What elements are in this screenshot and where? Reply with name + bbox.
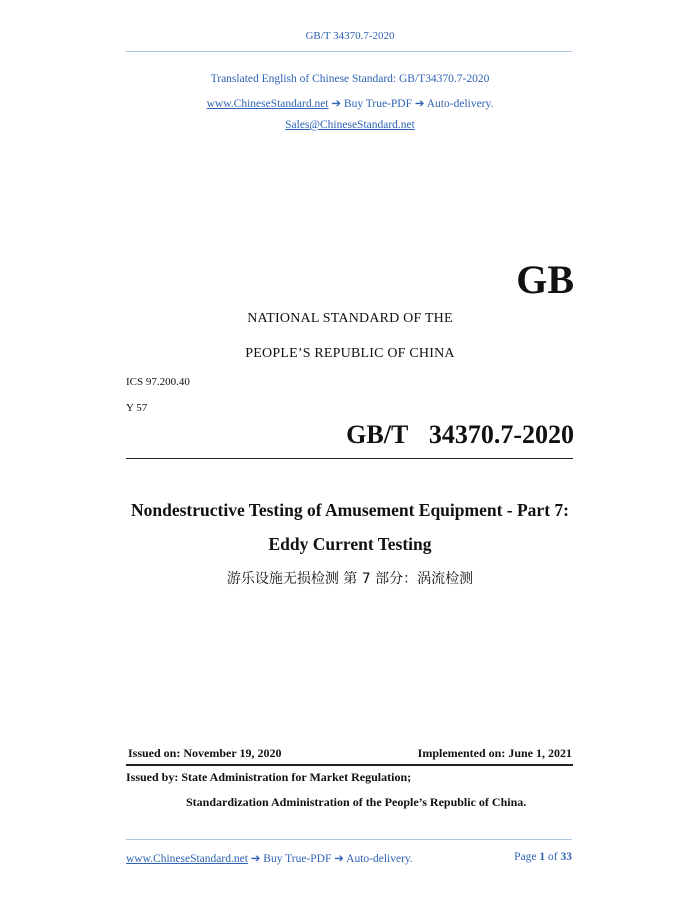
auto-delivery-text: Auto-delivery.: [426, 98, 494, 110]
arrow-icon: ➔: [250, 853, 261, 865]
code-underline: [126, 458, 573, 459]
footer-divider: [126, 839, 572, 840]
page-indicator: [514, 851, 572, 863]
issuer-line1: Issued by: State Administration for Market Regulation;: [126, 770, 412, 784]
arrow-icon: ➔: [334, 853, 344, 865]
header-divider: [126, 51, 572, 52]
email-link[interactable]: Sales@ChineseStandard.net: [285, 119, 415, 131]
arrow-icon: ➔: [414, 98, 425, 110]
arrow-icon: ➔: [331, 98, 342, 110]
chinese-title: 游乐设施无损检测 第 7 部分：涡流检测: [226, 571, 474, 587]
promo-line: Translated English of Chinese Standard: GB/T34370.7-2020: [210, 73, 490, 85]
running-header: GB/T 34370.7-2020: [305, 30, 395, 42]
footer-auto-delivery-text: Auto-delivery.: [346, 853, 413, 865]
of-word: of: [548, 851, 558, 863]
site-link[interactable]: www.ChineseStandard.net: [206, 98, 329, 110]
page-number: 1: [539, 851, 546, 863]
promo-links: [0, 96, 700, 110]
footer-buy-pdf-text: Buy True-PDF: [263, 853, 332, 865]
classification-code: Y 57: [126, 402, 148, 414]
footer-links: [126, 851, 413, 865]
footer-site-link[interactable]: www.ChineseStandard.net: [126, 853, 248, 865]
implemented-date: Implemented on: June 1, 2021: [417, 746, 572, 760]
email-line: [0, 119, 700, 131]
standard-code: GB/T 34370.7-2020: [346, 420, 574, 449]
page-total: 33: [560, 851, 572, 863]
national-standard-line2: PEOPLE’S REPUBLIC OF CHINA: [245, 346, 455, 361]
buy-pdf-text: Buy True-PDF: [343, 98, 412, 110]
page-word: Page: [514, 851, 537, 863]
gb-logo: GB: [516, 257, 574, 302]
title-line1: Nondestructive Testing of Amusement Equipment - Part 7:: [131, 500, 569, 520]
national-standard-line1: NATIONAL STANDARD OF THE: [247, 311, 453, 326]
issuer-line2: Standardization Administration of the People’s Republic of China.: [186, 795, 527, 809]
title-line2: Eddy Current Testing: [268, 534, 432, 554]
ics-code: ICS 97.200.40: [126, 376, 190, 388]
issued-date: Issued on: November 19, 2020: [128, 746, 282, 760]
dates-underline: [126, 764, 573, 766]
